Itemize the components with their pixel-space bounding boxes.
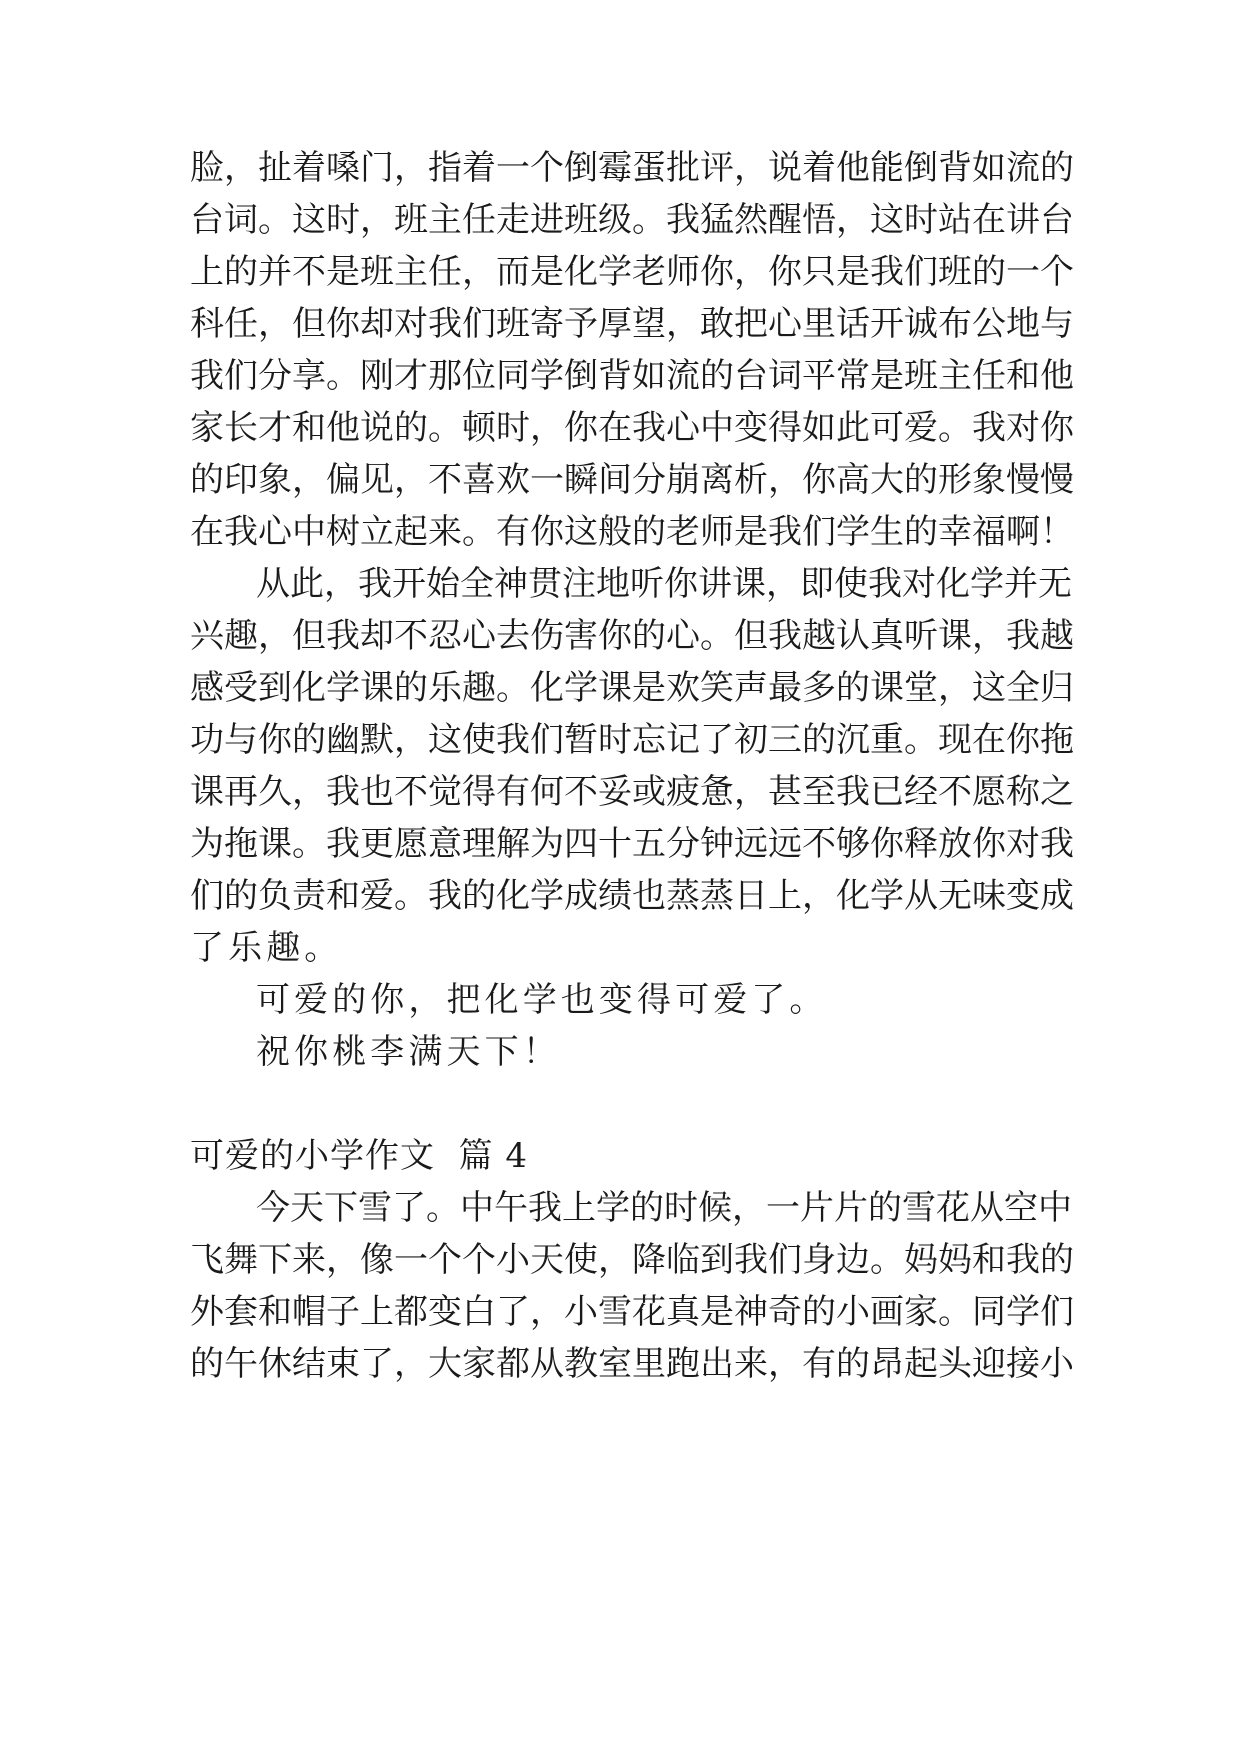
paragraph-line: 感受到化学课的乐趣。化学课是欢笑声最多的课堂，这全归 — [190, 668, 1074, 708]
paragraph-line: 上的并不是班主任，而是化学老师你，你只是我们班的一个 — [190, 252, 1074, 292]
paragraph-line: 脸，扯着嗓门，指着一个倒霉蛋批评，说着他能倒背如流的 — [190, 148, 1074, 188]
paragraph-line: 从此，我开始全神贯注地听你讲课，即使我对化学并无 — [256, 564, 1072, 604]
paragraph-line: 了乐趣。 — [190, 928, 343, 968]
paragraph-line: 课再久，我也不觉得有何不妥或疲惫，甚至我已经不愿称之 — [190, 772, 1074, 812]
paragraph-line: 们的负责和爱。我的化学成绩也蒸蒸日上，化学从无味变成 — [190, 876, 1074, 916]
paragraph-line: 台词。这时，班主任走进班级。我猛然醒悟，这时站在讲台 — [190, 200, 1074, 240]
paragraph-line: 为拖课。我更愿意理解为四十五分钟远远不够你释放你对我 — [190, 824, 1074, 864]
paragraph-line: 外套和帽子上都变白了，小雪花真是神奇的小画家。同学们 — [190, 1292, 1074, 1332]
paragraph-line: 今天下雪了。中午我上学的时候，一片片的雪花从空中 — [256, 1188, 1072, 1228]
paragraph-line: 功与你的幽默，这使我们暂时忘记了初三的沉重。现在你拖 — [190, 720, 1074, 760]
paragraph-line: 兴趣，但我却不忍心去伤害你的心。但我越认真听课，我越 — [190, 616, 1074, 656]
paragraph-line: 飞舞下来，像一个个小天使，降临到我们身边。妈妈和我的 — [190, 1240, 1074, 1280]
paragraph-line: 在我心中树立起来。有你这般的老师是我们学生的幸福啊！ — [190, 512, 1074, 552]
paragraph-line: 科任，但你却对我们班寄予厚望，敢把心里话开诚布公地与 — [190, 304, 1074, 344]
paragraph-line: 可爱的你，把化学也变得可爱了。 — [256, 980, 828, 1020]
paragraph-line: 祝你桃李满天下！ — [256, 1032, 561, 1072]
paragraph-line: 的印象，偏见，不喜欢一瞬间分崩离析，你高大的形象慢慢 — [190, 460, 1074, 500]
section-heading: 可爱的小学作文 篇 4 — [190, 1136, 529, 1176]
paragraph-line: 的午休结束了，大家都从教室里跑出来，有的昂起头迎接小 — [190, 1344, 1074, 1384]
paragraph-line: 家长才和他说的。顿时，你在我心中变得如此可爱。我对你 — [190, 408, 1074, 448]
paragraph-line: 我们分享。刚才那位同学倒背如流的台词平常是班主任和他 — [190, 356, 1074, 396]
